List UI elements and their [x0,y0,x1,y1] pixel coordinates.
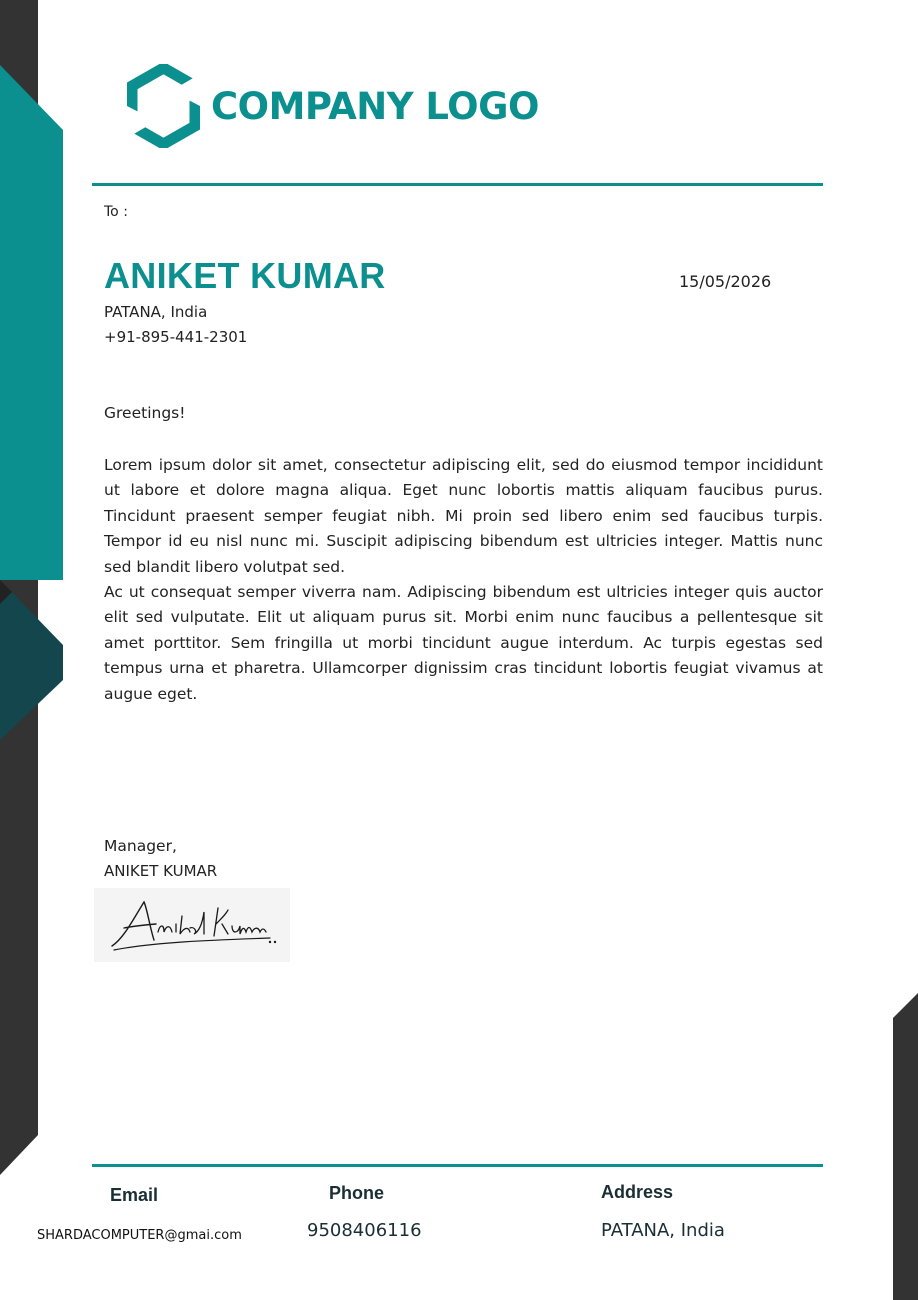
signoff-name: ANIKET KUMAR [104,862,218,880]
to-label: To : [104,204,128,220]
footer-phone-value: 9508406116 [307,1220,422,1241]
logo-text: COMPANY LOGO [211,84,539,128]
footer-email-value: SHARDACOMPUTER@gmai.com [37,1228,242,1243]
left-teal-band [0,65,63,580]
footer-phone-label: Phone [329,1183,385,1203]
body-paragraph: Ac ut consequat semper viverra nam. Adipiscing bibendum est ultricies integer quis auctor elit sed vulputate. Elit ut aliquam purus sit. Morbi enim nunc faucibus a pellentesque sit amet porttitor. Sem fringilla ut morbi tincidunt augue interdum. Ac turpis egestas sed tempus urna et pharetra. Ullamcorper dignissim cras tincidunt lobortis feugiat vivamus at augue eget. [104,583,823,703]
left-dark-band [0,0,38,1175]
greeting: Greetings! [104,404,186,422]
recipient-phone: +91-895-441-2301 [104,328,248,346]
left-lower-dark [0,580,12,604]
handwritten-signature [94,888,290,962]
letter-body [104,453,823,707]
recipient-address: PATANA, India [104,303,208,321]
footer-address-value: PATANA, India [601,1220,725,1241]
footer-divider [92,1164,823,1167]
signoff-title: Manager, [104,837,177,855]
company-logo [127,64,539,148]
letter-date: 15/05/2026 [679,272,772,291]
left-lower-accent [0,580,63,740]
body-paragraph: Lorem ipsum dolor sit amet, consectetur adipiscing elit, sed do eiusmod tempor incididunt ut labore et dolore magna aliqua. Eget nunc lobortis mattis aliquam faucibus purus. Tincidunt praesent semper feugiat nibh. Mi proin sed libero enim sed faucibus turpis. Tempor id eu nisl nunc mi. Suscipit adipiscing bibendum est ultricies integer. Mattis nunc sed blandit libero volutpat sed. [104,456,823,576]
recipient-name: ANIKET KUMAR [104,255,386,296]
hexagon-logo-icon [127,64,200,148]
footer-address-label: Address [601,1182,674,1202]
footer-email-label: Email [110,1185,159,1205]
header-divider [92,183,823,186]
right-dark-band [893,993,918,1300]
